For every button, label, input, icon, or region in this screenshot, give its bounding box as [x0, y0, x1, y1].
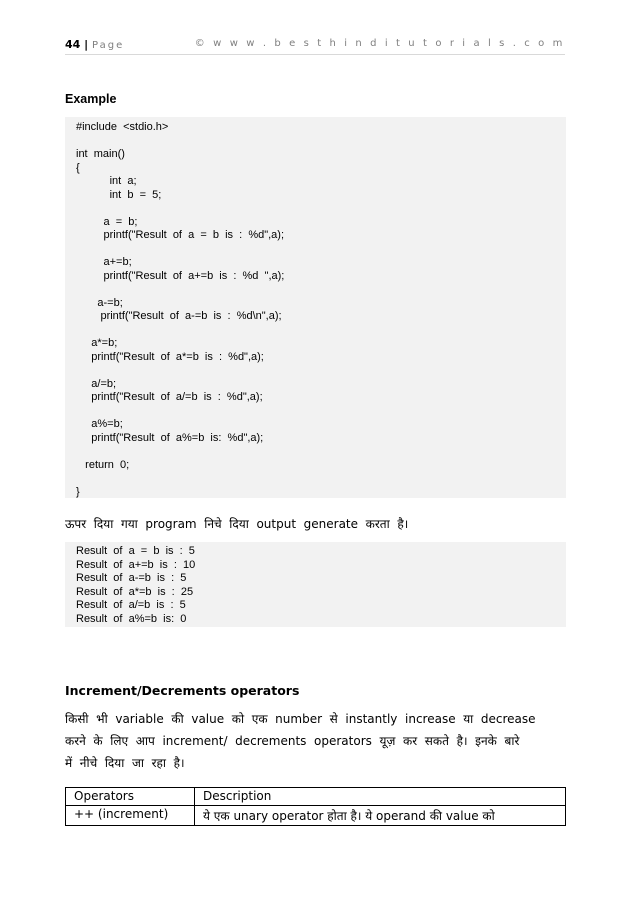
table-header-cell: Operators: [66, 788, 195, 806]
code-line: printf("Result of a%=b is: %d",a);: [76, 431, 264, 444]
code-line: printf("Result of a*=b is : %d",a);: [76, 350, 264, 363]
code-line: printf("Result of a = b is : %d",a);: [76, 229, 285, 241]
code-line: printf("Result of a-=b is : %d\n",a);: [76, 310, 282, 322]
output-line: Result of a = b is : 5: [76, 545, 195, 557]
code-line: {: [76, 161, 80, 174]
paragraph-line: किसी भी variable की value को एक number से instantly increase या decrease: [65, 712, 536, 726]
table-header-cell: Description: [195, 788, 566, 806]
code-line: a-=b;: [76, 296, 123, 309]
output-line: Result of a-=b is : 5: [76, 572, 187, 584]
code-line: [76, 405, 566, 419]
section-heading: Increment/Decrements operators: [65, 683, 300, 698]
section-paragraph: [65, 708, 565, 774]
example-heading: Example: [65, 92, 117, 106]
table-header-row: [66, 788, 566, 806]
output-line: Result of a*=b is : 25: [76, 585, 194, 598]
code-line: #include <stdio.h>: [76, 121, 169, 133]
output-block: [65, 542, 566, 627]
code-line: a/=b;: [76, 377, 117, 390]
code-line: [76, 202, 566, 216]
code-line: [76, 324, 566, 338]
page-header: [65, 38, 565, 55]
output-line: Result of a%=b is: 0: [76, 612, 187, 625]
site-url: © w w w . b e s t h i n d i t u t o r i a l s . c o m: [194, 38, 565, 49]
table-row: [66, 806, 566, 826]
code-line: printf("Result of a/=b is : %d",a);: [76, 391, 263, 403]
code-line: return 0;: [76, 458, 130, 471]
code-line: }: [76, 485, 80, 498]
output-intro: [65, 513, 565, 535]
code-line: [76, 135, 566, 149]
code-line: printf("Result of a+=b is : %d ",a);: [76, 269, 285, 282]
code-line: [76, 243, 566, 257]
table-cell: ये एक unary operator होता है। ये operand की value को: [195, 806, 566, 826]
code-line: int a;: [76, 175, 137, 187]
paragraph-line: में नीचे दिया जा रहा है।: [65, 756, 185, 770]
code-line: a = b;: [76, 215, 138, 228]
code-line: a+=b;: [76, 256, 132, 268]
output-intro-text: ऊपर दिया गया program निचे दिया output generate करता है।: [65, 517, 409, 531]
code-block: [65, 117, 566, 498]
code-line: a%=b;: [76, 418, 123, 430]
page-number: 44 | Page: [65, 38, 125, 51]
paragraph-line: करने के लिए आप increment/ decrements operators यूज़ कर सकते है। इनके बारे: [65, 734, 520, 748]
output-line: Result of a/=b is : 5: [76, 599, 186, 611]
code-line: a*=b;: [76, 337, 118, 349]
code-line: [76, 445, 566, 459]
code-line: [76, 283, 566, 297]
output-line: Result of a+=b is : 10: [76, 558, 196, 571]
code-line: [76, 364, 566, 378]
code-line: int main(): [76, 148, 125, 160]
operators-table: [65, 787, 566, 826]
table-cell: ++ (increment): [66, 806, 195, 826]
code-line: [76, 472, 566, 486]
code-line: int b = 5;: [76, 188, 162, 201]
